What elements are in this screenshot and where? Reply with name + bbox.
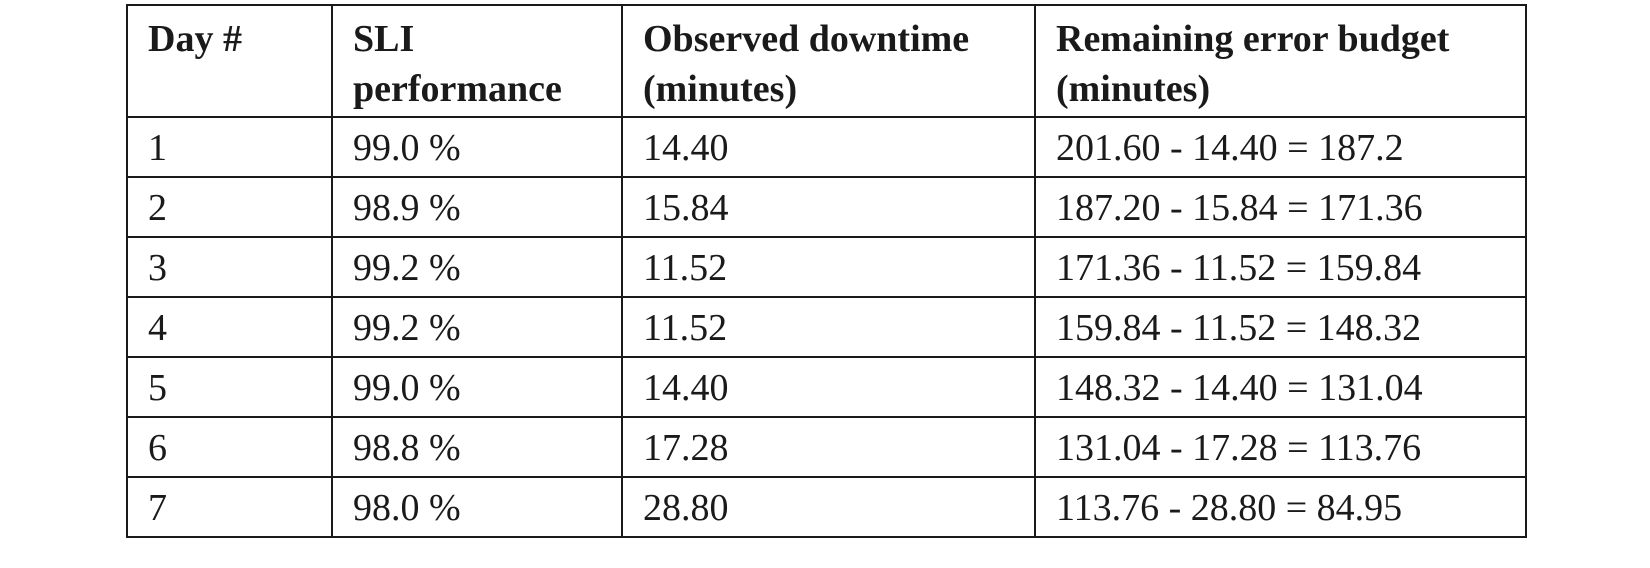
table-row — [127, 177, 1526, 237]
table-row — [127, 117, 1526, 177]
cell-sli-performance: 99.0 % — [332, 117, 622, 177]
table-header — [127, 5, 1526, 117]
table-row — [127, 477, 1526, 537]
cell-sli-performance: 98.9 % — [332, 177, 622, 237]
cell-sli-performance: 99.0 % — [332, 357, 622, 417]
table-body — [127, 117, 1526, 537]
header-sli-performance: SLI performance — [332, 5, 622, 117]
cell-day: 1 — [127, 117, 332, 177]
cell-day: 6 — [127, 417, 332, 477]
cell-sli-performance: 99.2 % — [332, 297, 622, 357]
cell-remaining-error-budget: 201.60 - 14.40 = 187.2 — [1035, 117, 1526, 177]
cell-remaining-error-budget: 171.36 - 11.52 = 159.84 — [1035, 237, 1526, 297]
cell-observed-downtime: 11.52 — [622, 297, 1035, 357]
cell-remaining-error-budget: 159.84 - 11.52 = 148.32 — [1035, 297, 1526, 357]
cell-sli-performance: 99.2 % — [332, 237, 622, 297]
header-day: Day # — [127, 5, 332, 117]
table-row — [127, 237, 1526, 297]
table-row — [127, 357, 1526, 417]
cell-day: 3 — [127, 237, 332, 297]
cell-observed-downtime: 14.40 — [622, 117, 1035, 177]
cell-observed-downtime: 11.52 — [622, 237, 1035, 297]
table-row — [127, 297, 1526, 357]
cell-sli-performance: 98.8 % — [332, 417, 622, 477]
cell-observed-downtime: 17.28 — [622, 417, 1035, 477]
header-row — [127, 5, 1526, 117]
table-row — [127, 417, 1526, 477]
error-budget-table — [126, 4, 1527, 538]
cell-day: 2 — [127, 177, 332, 237]
cell-observed-downtime: 28.80 — [622, 477, 1035, 537]
cell-day: 4 — [127, 297, 332, 357]
cell-remaining-error-budget: 113.76 - 28.80 = 84.95 — [1035, 477, 1526, 537]
cell-remaining-error-budget: 131.04 - 17.28 = 113.76 — [1035, 417, 1526, 477]
cell-remaining-error-budget: 187.20 - 15.84 = 171.36 — [1035, 177, 1526, 237]
cell-remaining-error-budget: 148.32 - 14.40 = 131.04 — [1035, 357, 1526, 417]
cell-observed-downtime: 14.40 — [622, 357, 1035, 417]
cell-sli-performance: 98.0 % — [332, 477, 622, 537]
cell-observed-downtime: 15.84 — [622, 177, 1035, 237]
cell-day: 7 — [127, 477, 332, 537]
cell-day: 5 — [127, 357, 332, 417]
header-observed-downtime: Observed downtime (minutes) — [622, 5, 1035, 117]
header-remaining-error-budget: Remaining error budget (minutes) — [1035, 5, 1526, 117]
